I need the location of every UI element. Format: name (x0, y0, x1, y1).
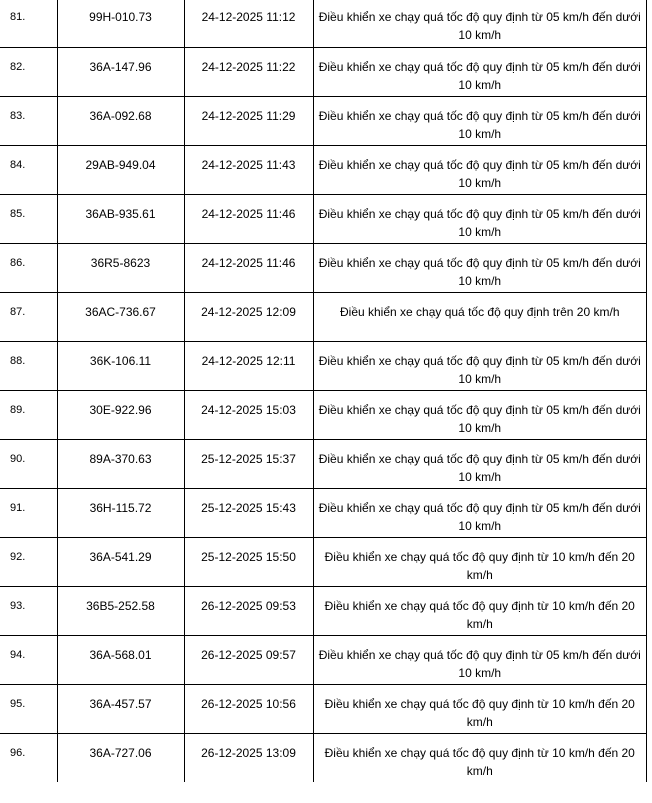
violation-time: 24-12-2025 11:29 (184, 96, 313, 145)
table-row (0, 488, 647, 537)
license-plate: 36A-457.57 (57, 684, 184, 733)
violation-time: 24-12-2025 11:43 (184, 145, 313, 194)
violation-description: Điều khiển xe chạy quá tốc độ quy định từ 10 km/h đến 20 km/h (313, 537, 647, 586)
license-plate: 36A-541.29 (57, 537, 184, 586)
violation-time: 24-12-2025 12:09 (184, 292, 313, 341)
license-plate: 36AB-935.61 (57, 194, 184, 243)
row-number: 83. (0, 96, 57, 145)
violation-description: Điều khiển xe chạy quá tốc độ quy định từ 05 km/h đến dưới 10 km/h (313, 341, 647, 390)
violation-description: Điều khiển xe chạy quá tốc độ quy định từ 10 km/h đến 20 km/h (313, 733, 647, 782)
table-row (0, 733, 647, 782)
license-plate: 36K-106.11 (57, 341, 184, 390)
table-row (0, 635, 647, 684)
table-row (0, 537, 647, 586)
row-number: 82. (0, 47, 57, 96)
violation-time: 24-12-2025 12:11 (184, 341, 313, 390)
violation-description: Điều khiển xe chạy quá tốc độ quy định từ 05 km/h đến dưới 10 km/h (313, 47, 647, 96)
license-plate: 36H-115.72 (57, 488, 184, 537)
license-plate: 36R5-8623 (57, 243, 184, 292)
violation-time: 24-12-2025 11:22 (184, 47, 313, 96)
license-plate: 36A-092.68 (57, 96, 184, 145)
table-row (0, 194, 647, 243)
violation-description: Điều khiển xe chạy quá tốc độ quy định từ 05 km/h đến dưới 10 km/h (313, 145, 647, 194)
row-number: 93. (0, 586, 57, 635)
table-row (0, 586, 647, 635)
table-row (0, 47, 647, 96)
row-number: 81. (0, 0, 57, 47)
table-row (0, 390, 647, 439)
violation-description: Điều khiển xe chạy quá tốc độ quy định từ 05 km/h đến dưới 10 km/h (313, 96, 647, 145)
violation-description: Điều khiển xe chạy quá tốc độ quy định từ 05 km/h đến dưới 10 km/h (313, 0, 647, 47)
license-plate: 89A-370.63 (57, 439, 184, 488)
row-number: 85. (0, 194, 57, 243)
license-plate: 36A-727.06 (57, 733, 184, 782)
table-row (0, 292, 647, 341)
row-number: 87. (0, 292, 57, 341)
violation-time: 24-12-2025 11:12 (184, 0, 313, 47)
row-number: 95. (0, 684, 57, 733)
row-number: 86. (0, 243, 57, 292)
violation-time: 24-12-2025 11:46 (184, 243, 313, 292)
violation-description: Điều khiển xe chạy quá tốc độ quy định từ 05 km/h đến dưới 10 km/h (313, 439, 647, 488)
row-number: 94. (0, 635, 57, 684)
row-number: 84. (0, 145, 57, 194)
table-row (0, 439, 647, 488)
violation-time: 25-12-2025 15:37 (184, 439, 313, 488)
table-row (0, 0, 647, 47)
violation-description: Điều khiển xe chạy quá tốc độ quy định từ 05 km/h đến dưới 10 km/h (313, 194, 647, 243)
violation-description: Điều khiển xe chạy quá tốc độ quy định từ 05 km/h đến dưới 10 km/h (313, 390, 647, 439)
license-plate: 29AB-949.04 (57, 145, 184, 194)
row-number: 96. (0, 733, 57, 782)
violation-time: 24-12-2025 11:46 (184, 194, 313, 243)
violation-description: Điều khiển xe chạy quá tốc độ quy định trên 20 km/h (313, 292, 647, 341)
license-plate: 36A-568.01 (57, 635, 184, 684)
violation-description: Điều khiển xe chạy quá tốc độ quy định từ 05 km/h đến dưới 10 km/h (313, 243, 647, 292)
violation-description: Điều khiển xe chạy quá tốc độ quy định từ 05 km/h đến dưới 10 km/h (313, 635, 647, 684)
violation-time: 25-12-2025 15:43 (184, 488, 313, 537)
violation-time: 26-12-2025 09:57 (184, 635, 313, 684)
row-number: 92. (0, 537, 57, 586)
violation-description: Điều khiển xe chạy quá tốc độ quy định từ 10 km/h đến 20 km/h (313, 684, 647, 733)
violation-time: 26-12-2025 09:53 (184, 586, 313, 635)
violation-description: Điều khiển xe chạy quá tốc độ quy định từ 05 km/h đến dưới 10 km/h (313, 488, 647, 537)
violation-time: 26-12-2025 10:56 (184, 684, 313, 733)
violation-time: 25-12-2025 15:50 (184, 537, 313, 586)
violation-time: 24-12-2025 15:03 (184, 390, 313, 439)
license-plate: 99H-010.73 (57, 0, 184, 47)
license-plate: 36A-147.96 (57, 47, 184, 96)
row-number: 91. (0, 488, 57, 537)
table-row (0, 684, 647, 733)
table-row (0, 243, 647, 292)
table-row (0, 96, 647, 145)
license-plate: 36AC-736.67 (57, 292, 184, 341)
table-row (0, 145, 647, 194)
violation-time: 26-12-2025 13:09 (184, 733, 313, 782)
row-number: 89. (0, 390, 57, 439)
table-row (0, 341, 647, 390)
license-plate: 36B5-252.58 (57, 586, 184, 635)
license-plate: 30E-922.96 (57, 390, 184, 439)
row-number: 90. (0, 439, 57, 488)
row-number: 88. (0, 341, 57, 390)
violation-description: Điều khiển xe chạy quá tốc độ quy định từ 10 km/h đến 20 km/h (313, 586, 647, 635)
